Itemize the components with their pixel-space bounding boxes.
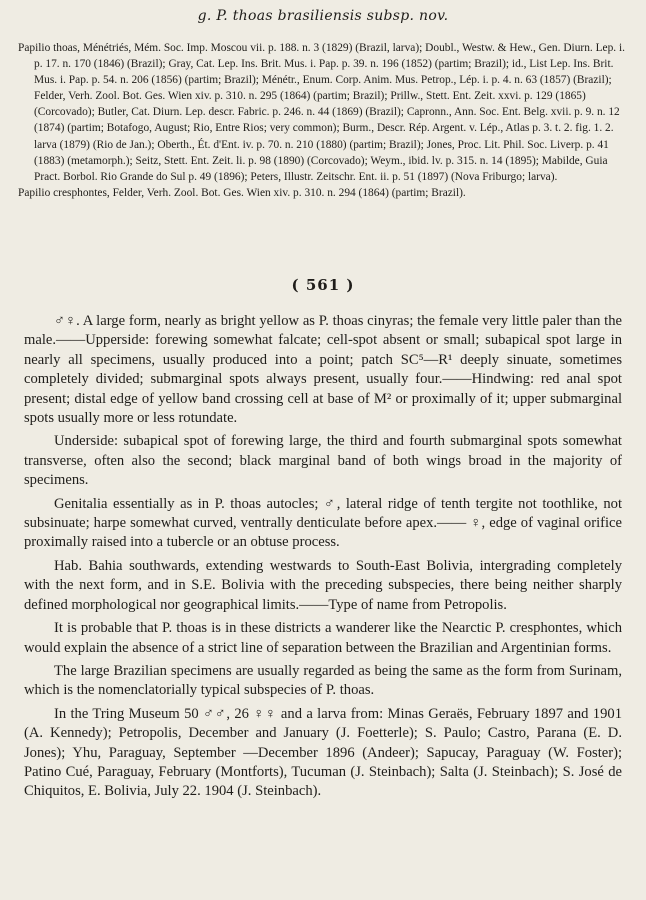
description-body	[24, 312, 622, 806]
reference-entry: Papilio cresphontes, Felder, Verh. Zool. Bot. Ges. Wien xiv. p. 310. n. 294 (1864) (partim; Brazil).	[18, 186, 466, 199]
paragraph-description: ♂♀. A large form, nearly as bright yellow as P. thoas cinyras; the female very little paler than the male.——Upperside: forewing somewhat falcate; cell-spot absent or small; subapical spot large in nearly all specimens, usually produced into a point; patch SC⁵—R¹ deeply sinuate, sometimes completely divided; submarginal spots always present, usually four.——Hindwing: red anal spot present; distal edge of yellow band crossing cell at base of M² or proximally of it; upper submarginal spots usually more or less rotundate.	[24, 313, 622, 427]
page-number: ( 561 )	[291, 276, 355, 294]
paragraph-underside: Underside: subapical spot of forewing large, the third and fourth submarginal spots somewhat transverse, often also the second; black marginal band of both wings broad in the majority of specimens.	[24, 433, 622, 489]
paragraph-surinam: The large Brazilian specimens are usually regarded as being the same as the form from Surinam, which is the nomenclatorially typical subspecies of P. thoas.	[24, 662, 622, 699]
subspecies-heading: g. P. thoas brasiliensis subsp. nov.	[197, 8, 449, 24]
paragraph-tring-museum: In the Tring Museum 50 ♂♂, 26 ♀♀ and a larva from: Minas Geraës, February 1897 and 1901 (A. Kennedy); Petropolis, December and January (J. Foetterle); S. Paulo; Castro, Parana (E. D. Jones); Yhu, Paraguay, September —December 1896 (Andeer); Sapucay, Paraguay (W. Foster); Patino Cué, Paraguay, February (Montforts), Tucuman (J. Steinbach); Salta (J. Steinbach); S. José de Chiquitos, E. Bolivia, July 22. 1904 (J. Steinbach).	[24, 705, 622, 800]
paragraph-habitat: Hab. Bahia southwards, extending westwards to South-East Bolivia, intergrading completely with the next form, and in S.E. Bolivia with the preceding subspecies, there being neither sharply defined morphological nor geographical limits.——Type of name from Petropolis.	[24, 557, 622, 613]
paragraph-genitalia: Genitalia essentially as in P. thoas autocles; ♂, lateral ridge of tenth tergite not toothlike, not subsinuate; harpe somewhat curved, ventrally denticulate before apex.—— ♀, edge of vaginal orifice proximally raised into a tubercle or an obtuse process.	[24, 495, 622, 551]
reference-entry: Papilio thoas, Ménétriés, Mém. Soc. Imp. Moscou vii. p. 188. n. 3 (1829) (Brazil, larva); Doubl., Westw. & Hew., Gen. Diurn. Lep. i. p. 17. n. 170 (1846) (Brazil); Gray, Cat. Lep. Ins. Brit. Mus. i. Pap. p. 39. n. 196 (1852) (partim; Brazil); id., List Lep. Ins. Brit. Mus. i. Pap. p. 54. n. 206 (1856) (partim; Brazil); Ménétr., Enum. Corp. Anim. Mus. Petrop., Lép. i. p. 4. n. 63 (1857) (Brazil); Felder, Verh. Zool. Bot. Ges. Wien xiv. p. 310. n. 295 (1864) (partim; Brazil); Prillw., Stett. Ent. Zeit. xxvi. p. 129 (1865) (Corcovado); Butler, Cat. Diurn. Lep. descr. Fabric. p. 246. n. 44 (1869) (Brazil); Capronn., Ann. Soc. Ent. Belg. xvii. p. 9. n. 12 (1874) (partim; Botafogo, August; Rio, Entre Rios; very common); Burm., Descr. Rép. Argent. v. Lép., Atlas p. 3. t. 2. fig. 1. 2. larva (1879) (Rio de Jan.); Oberth., Ét. d'Ent. iv. p. 70. n. 210 (1880) (partim; Brazil); Jones, Proc. Lit. Phil. Soc. Liverp. p. 41 (1883) (metamorph.); Seitz, Stett. Ent. Zeit. li. p. 98 (1890) (Corcovado); Weym., ibid. lv. p. 315. n. 14 (1895); Mabilde, Guia Pract. Borbol. Rio Grande do Sul p. 49 (1896); Peters, Illustr. Zeitschr. Ent. ii. p. 51 (1897) (Nova Friburgo; larva).	[18, 42, 626, 183]
synonymy-references	[18, 40, 630, 201]
paragraph-wanderer: It is probable that P. thoas is in these districts a wanderer like the Nearctic P. cresphontes, which would explain the absence of a strict line of separation between the Brazilian and Argentinian forms.	[24, 620, 622, 656]
